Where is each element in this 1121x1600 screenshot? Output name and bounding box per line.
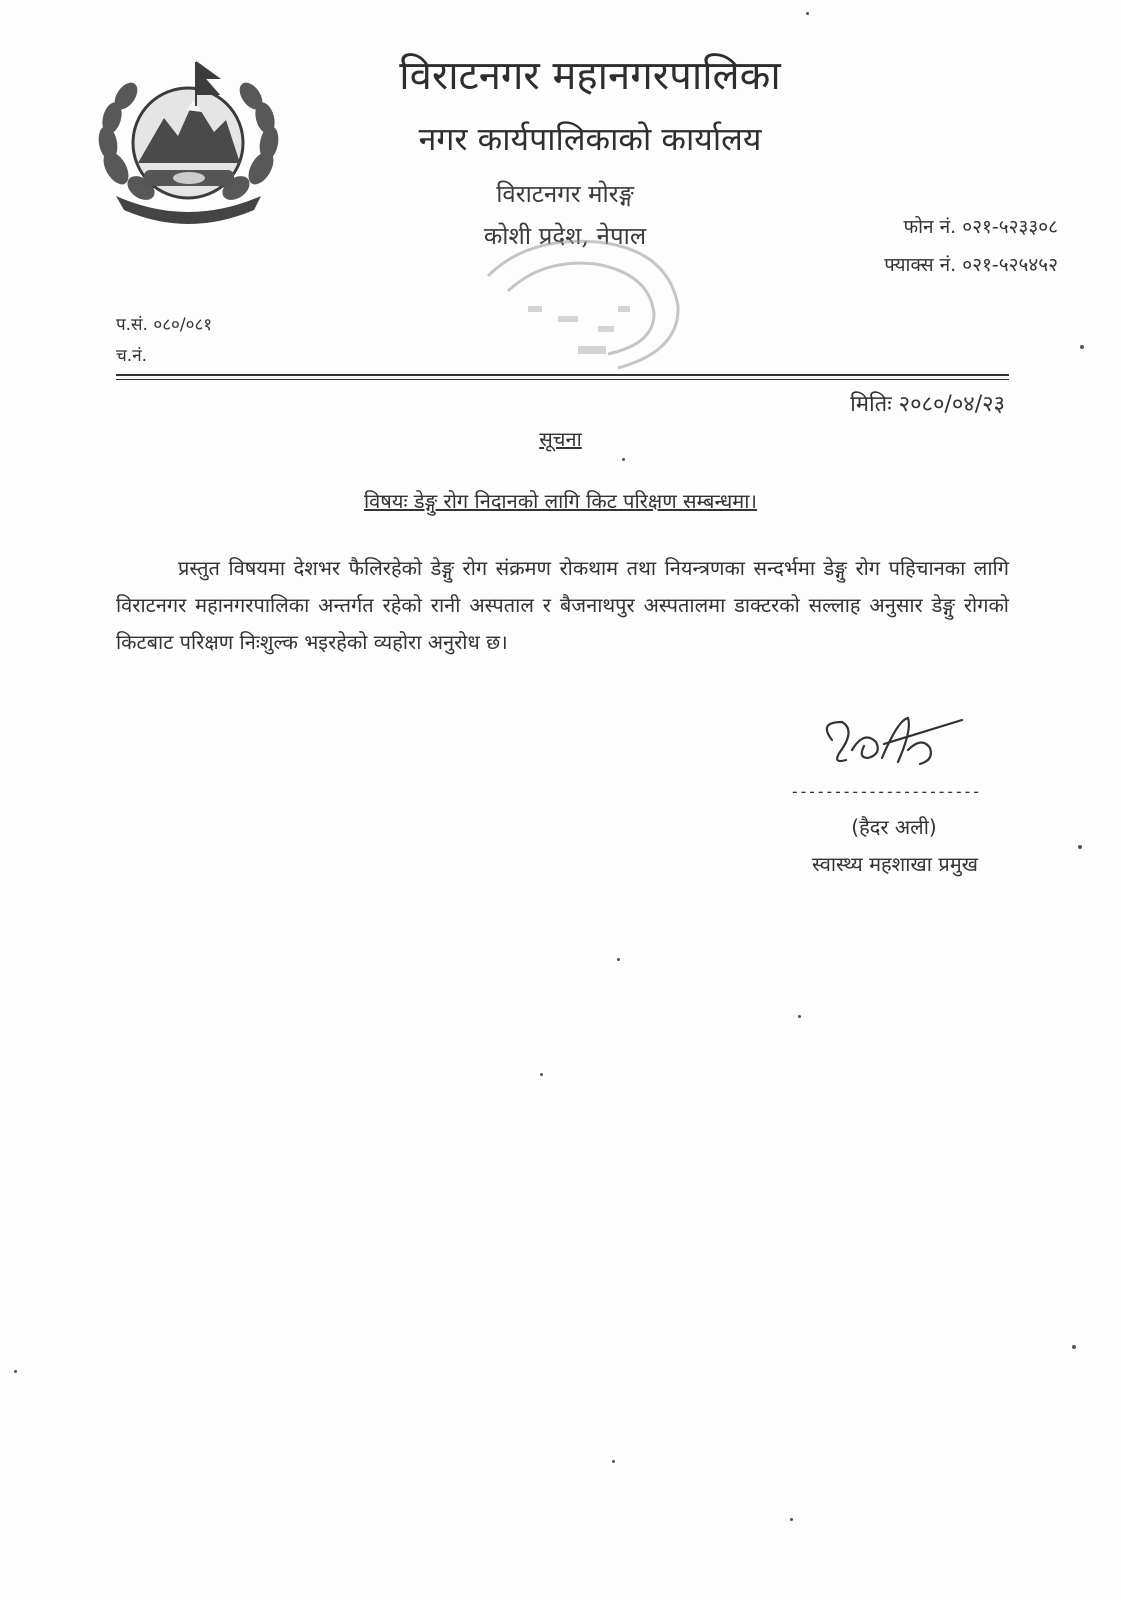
fax-number: फ्याक्स नं. ०२१-५२५४५२: [884, 254, 1058, 276]
header-divider-thin: [116, 379, 1009, 380]
scan-speck: [622, 458, 625, 461]
address-line-1: विराटनगर मोरङ्ग: [496, 180, 634, 208]
office-name: नगर कार्यपालिकाको कार्यालय: [418, 120, 762, 158]
scan-speck: [798, 1015, 801, 1018]
handwritten-signature-icon: [812, 700, 972, 790]
scan-speck: [540, 1073, 543, 1076]
header-divider: [116, 374, 1009, 376]
nepal-government-emblem-icon: [86, 48, 291, 228]
phone-number: फोन नं. ०२१-५२३३०८: [903, 216, 1058, 238]
address-line-2: कोशी प्रदेश, नेपाल: [483, 222, 647, 250]
notice-date: मितिः २०८०/०४/२३: [850, 392, 1005, 417]
letter-reference-number: प.सं. ०८०/०८१: [116, 315, 213, 335]
notice-heading: सूचना: [539, 427, 582, 451]
office-stamp-icon: [468, 236, 688, 376]
scan-speck: [612, 1460, 615, 1463]
scan-speck: [806, 12, 809, 15]
scan-speck: [14, 1370, 17, 1373]
scan-speck: [1072, 1345, 1076, 1349]
scan-speck: [1078, 845, 1082, 849]
scan-speck: [790, 1518, 793, 1521]
notice-subject: विषयः डेङ्गु रोग निदानको लागि किट परिक्षण सम्बन्धमा।: [363, 489, 758, 513]
dispatch-number: च.नं.: [116, 346, 148, 366]
notice-body: प्रस्तुत विषयमा देशभर फैलिरहेको डेङ्गु रोग संक्रमण रोकथाम तथा नियन्त्रणका सन्दर्भमा डेङ्गु रोग पहिचानका लागि विराटनगर महानगरपालिका अन्तर्गत रहेको रानी अस्पताल र बैजनाथपुर अस्पतालमा डाक्टरको सल्लाह अनुसार डेङ्गु रोगको किटबाट परिक्षण निःशुल्क भइरहेको व्यहोरा अनुरोध छ।: [116, 556, 1009, 654]
municipality-name: विराटनगर महानगरपालिका: [399, 53, 781, 99]
scan-speck: [1080, 345, 1084, 349]
signatory-name: (हैदर अली): [851, 815, 937, 839]
scan-speck: [617, 958, 620, 961]
signatory-designation: स्वास्थ्य महशाखा प्रमुख: [811, 852, 979, 876]
signature-line: ----------------------: [790, 782, 980, 801]
